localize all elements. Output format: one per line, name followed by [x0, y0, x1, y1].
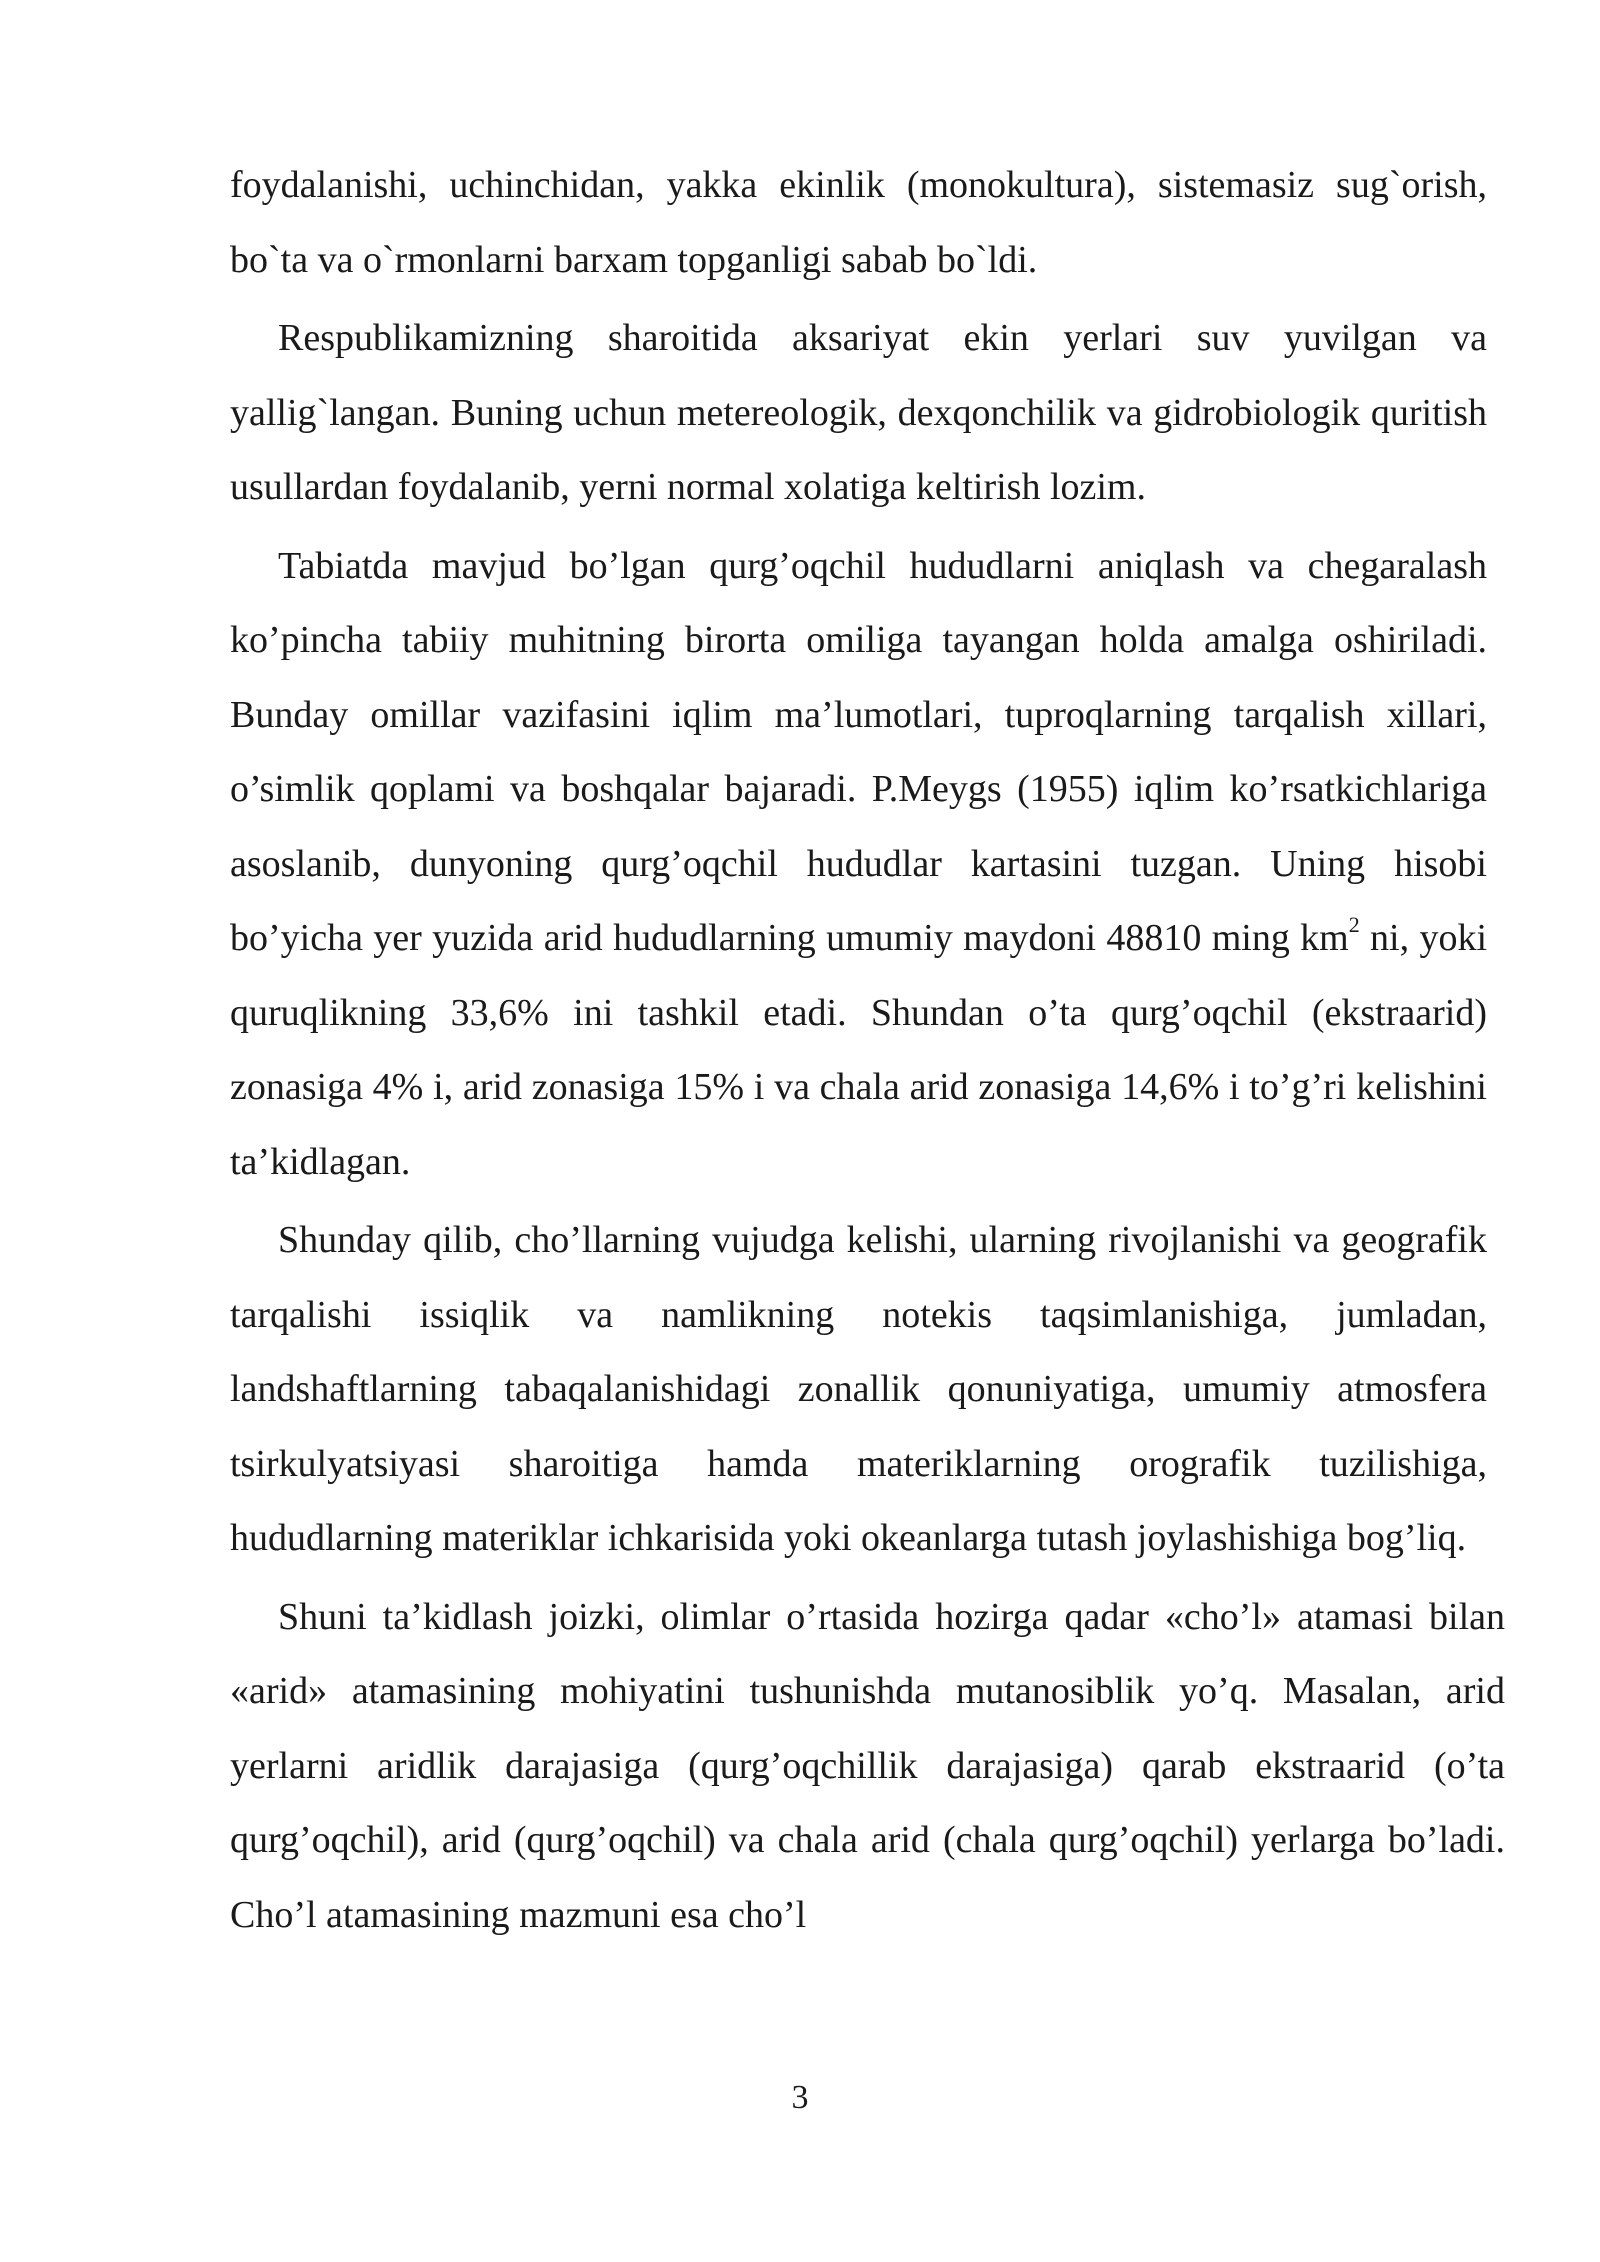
- paragraph-4: Shunday qilib, cho’llarning vujudga kelishi, ularning rivojlanishi va geografik tarqalishi issiqlik va namlikning notekis taqsimlanishiga, jumladan, landshaftlarning tabaqalanishidagi zonallik qonuniyatiga, umumiy atmosfera tsirkulyatsiyasi sharoitiga hamda materiklarning orografik tuzilishiga, hududlarning materiklar ichkarisida yoki okeanlarga tutash joylashishiga bog’liq.: [230, 1219, 1487, 1559]
- page-number: 3: [791, 2079, 809, 2116]
- paragraph-3-text-start: Tabiatda mavjud bo’lgan qurg’oqchil hududlarni aniqlash va chegaralash ko’pincha tabiiy muhitning birorta omiliga tayangan holda amalga oshiriladi. Bunday omillar vazifasini iqlim ma’lumotlari, tuproqlarning tarqalish xillari, o’simlik qoplami va boshqalar bajaradi. P.Meygs (1955) iqlim ko’rsatkichlariga asoslanib, dunyoning qurg’oqchil hududlar kartasini tuzgan. Uning hisobi bo’yicha yer yuzida arid hududlarning umumiy maydoni 48810 ming km: [230, 544, 1487, 959]
- paragraph-3: [230, 529, 1487, 1200]
- paragraph-3-text-end: ni, yoki quruqlikning 33,6% ini tashkil etadi. Shundan o’ta qurg’oqchil (ekstraarid) zonasiga 4% i, arid zonasiga 15% i va chala arid zonasiga 14,6% i to’g’ri kelishini ta’kidlagan.: [230, 917, 1488, 1183]
- superscript-2: 2: [1348, 912, 1360, 938]
- paragraph-5: Shuni ta’kidlash joizki, olimlar o’rtasida hozirga qadar «cho’l» atamasi bilan «arid» atamasining mohiyatini tushunishda mutanosiblik yo’q. Masalan, arid yerlarni aridlik darajasiga (qurg’oqchillik darajasiga) qarab ekstraarid (o’ta qurg’oqchil), arid (qurg’oqchil) va chala arid (chala qurg’oqchil) yerlarga bo’ladi. Cho’l atamasining mazmuni esa cho’l: [230, 1595, 1505, 1936]
- paragraph-1: foydalanishi, uchinchidan, yakka ekinlik (monokultura), sistemasiz sug`orish, bo`ta va o`rmonlarni barxam topganligi sabab bo`ldi.: [230, 164, 1487, 281]
- paragraph-2: Respublikamizning sharoitida aksariyat ekin yerlari suv yuvilgan va yallig`langan. Buning uchun metereologik, dexqonchilik va gidrobiologik quritish usullardan foydalanib, yerni normal xolatiga keltirish lozim.: [230, 317, 1487, 508]
- document-page: [230, 148, 1505, 1952]
